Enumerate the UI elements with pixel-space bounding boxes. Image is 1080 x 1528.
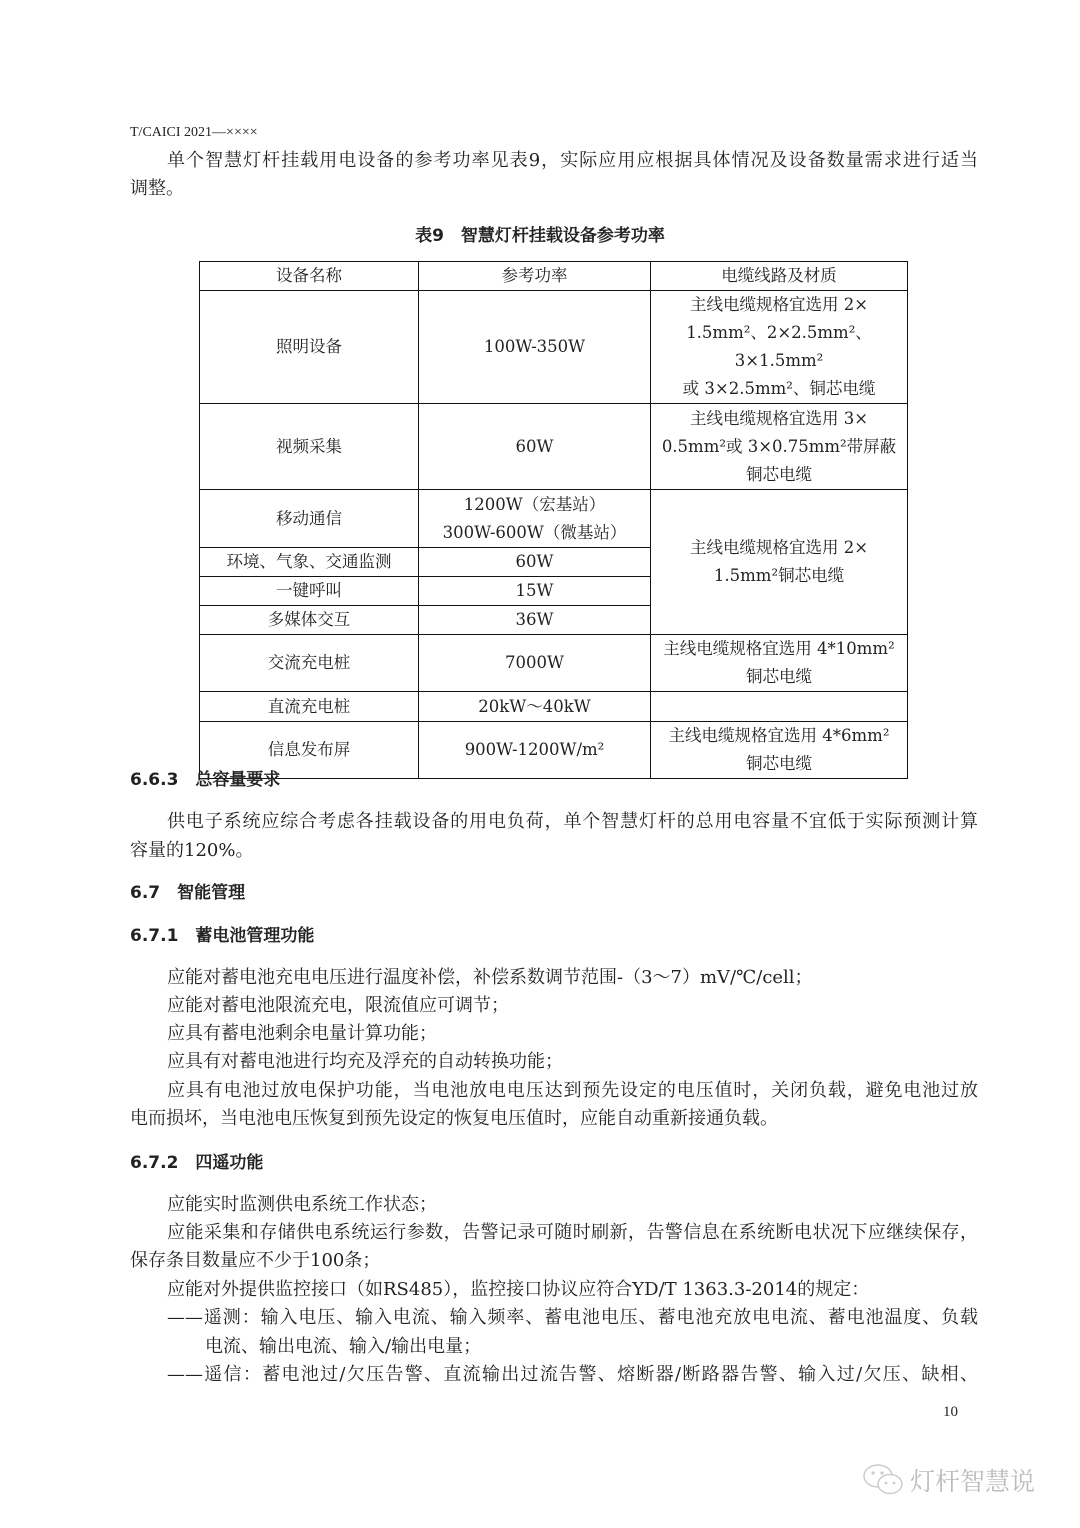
watermark-text: 灯杆智慧说 — [910, 1467, 1036, 1496]
device-name: 视频采集 — [200, 404, 419, 490]
power-line: 300W-600W（微基站） — [442, 522, 627, 542]
paragraph-line: ——遥测：输入电压、输入电流、输入频率、蓄电池电压、蓄电池充放电电流、蓄电池温度、负载 — [167, 1307, 978, 1328]
power-cell: 15W — [419, 577, 651, 606]
power-cell: 60W — [419, 548, 651, 577]
section-heading-6-7: 6.7 智能管理 — [130, 883, 246, 903]
paragraph-line: 容量的120%。 — [130, 840, 254, 861]
paragraph-line: 应能对外提供监控接口（如RS485），监控接口协议应符合YD/T 1363.3-2014的规定： — [167, 1279, 870, 1300]
cable-line: 1.5mm²铜芯电缆 — [713, 566, 845, 585]
cable-line: 0.5mm²或 3×0.75mm²带屏蔽 — [661, 436, 897, 456]
cable-line: 主线电缆规格宜选用 3× — [689, 408, 869, 428]
cable-cell — [651, 404, 908, 490]
device-name: 环境、气象、交通监测 — [200, 548, 419, 577]
table-row — [200, 404, 908, 490]
cable-cell — [651, 291, 908, 404]
power-line: 1200W（宏基站） — [463, 494, 606, 514]
power-cell — [419, 490, 651, 548]
paragraph-line: 应能采集和存储供电系统运行参数，告警记录可随时刷新，告警信息在系统断电状况下应继续保存， — [167, 1222, 978, 1243]
paragraph-line: 应能对蓄电池限流充电，限流值应可调节； — [167, 995, 509, 1016]
device-name: 直流充电桩 — [200, 692, 419, 722]
cable-cell — [651, 490, 908, 635]
table-caption: 表9 智慧灯杆挂载设备参考功率 — [415, 226, 665, 246]
paragraph-line: 应具有电池过放电保护功能，当电池放电电压达到预先设定的电压值时，关闭负载，避免电池过放 — [167, 1080, 978, 1101]
device-name: 交流充电桩 — [200, 635, 419, 692]
device-name: 一键呼叫 — [200, 577, 419, 606]
paragraph-line: 电流、输出电流、输入/输出电量； — [205, 1336, 482, 1357]
device-name: 信息发布屏 — [200, 722, 419, 779]
watermark — [862, 1462, 1035, 1498]
table-row — [200, 490, 908, 548]
device-name: 多媒体交互 — [200, 606, 419, 635]
cable-line: 铜芯电缆 — [746, 754, 812, 773]
paragraph-line: 应能实时监测供电系统工作状态； — [167, 1194, 437, 1215]
paragraph-line: 保存条目数量应不少于100条； — [130, 1250, 381, 1271]
wechat-icon — [862, 1463, 906, 1497]
power-line: 100W-350W — [483, 337, 586, 356]
cable-line: 主线电缆规格宜选用 4*6mm² — [668, 726, 890, 745]
document-header: T/CAICI 2021—×××× — [130, 125, 258, 140]
cable-line: 或 3×2.5mm²、铜芯电缆 — [682, 379, 876, 398]
power-cell: 20kW～40kW — [419, 692, 651, 722]
paragraph-line: 应具有对蓄电池进行均充及浮充的自动转换功能； — [167, 1051, 563, 1072]
table-row — [200, 722, 908, 779]
table-row — [200, 635, 908, 692]
paragraph-line: 应能对蓄电池充电电压进行温度补偿，补偿系数调节范围-（3～7）mV/℃/cell； — [167, 967, 813, 988]
power-cell: 36W — [419, 606, 651, 635]
table-row — [200, 291, 908, 404]
cable-cell — [651, 692, 908, 722]
device-name: 移动通信 — [200, 490, 419, 548]
power-cell — [419, 404, 651, 490]
power-line: 60W — [515, 436, 554, 456]
cable-line: 主线电缆规格宜选用 2× — [689, 538, 869, 557]
power-cell — [419, 291, 651, 404]
device-name: 照明设备 — [200, 291, 419, 404]
paragraph-line: 应具有蓄电池剩余电量计算功能； — [167, 1023, 437, 1044]
cable-line: 主线电缆规格宜选用 2× — [689, 295, 869, 314]
paragraph-line: 供电子系统应综合考虑各挂载设备的用电负荷，单个智慧灯杆的总用电容量不宜低于实际预测计算 — [167, 811, 978, 832]
table-row — [200, 692, 908, 722]
section-heading-6-6-3: 6.6.3 总容量要求 — [130, 770, 281, 790]
col-header: 参考功率 — [419, 262, 651, 291]
power-cell: 7000W — [419, 635, 651, 692]
intro-line: 调整。 — [130, 178, 184, 199]
paragraph-line: ——遥信：蓄电池过/欠压告警、直流输出过流告警、熔断器/断路器告警、输入过/欠压、缺相、 — [167, 1364, 978, 1385]
paragraph-line: 电而损坏，当电池电压恢复到预先设定的恢复电压值时，应能自动重新接通负载。 — [130, 1108, 778, 1129]
col-header: 电缆线路及材质 — [651, 262, 908, 291]
page-number: 10 — [943, 1404, 958, 1420]
col-header: 设备名称 — [200, 262, 419, 291]
cable-line: 1.5mm²、2×2.5mm²、3×1.5mm² — [686, 323, 872, 370]
power-table — [199, 261, 908, 779]
power-cell: 900W-1200W/m² — [419, 722, 651, 779]
table-header-row — [200, 262, 908, 291]
section-heading-6-7-2: 6.7.2 四遥功能 — [130, 1153, 264, 1173]
cable-cell — [651, 722, 908, 779]
section-heading-6-7-1: 6.7.1 蓄电池管理功能 — [130, 926, 315, 946]
cable-line: 铜芯电缆 — [746, 464, 812, 484]
intro-line: 单个智慧灯杆挂载用电设备的参考功率见表9，实际应用应根据具体情况及设备数量需求进行适当 — [167, 150, 978, 171]
cable-line: 主线电缆规格宜选用 4*10mm² — [663, 639, 895, 658]
cable-cell — [651, 635, 908, 692]
cable-line: 铜芯电缆 — [746, 667, 812, 686]
